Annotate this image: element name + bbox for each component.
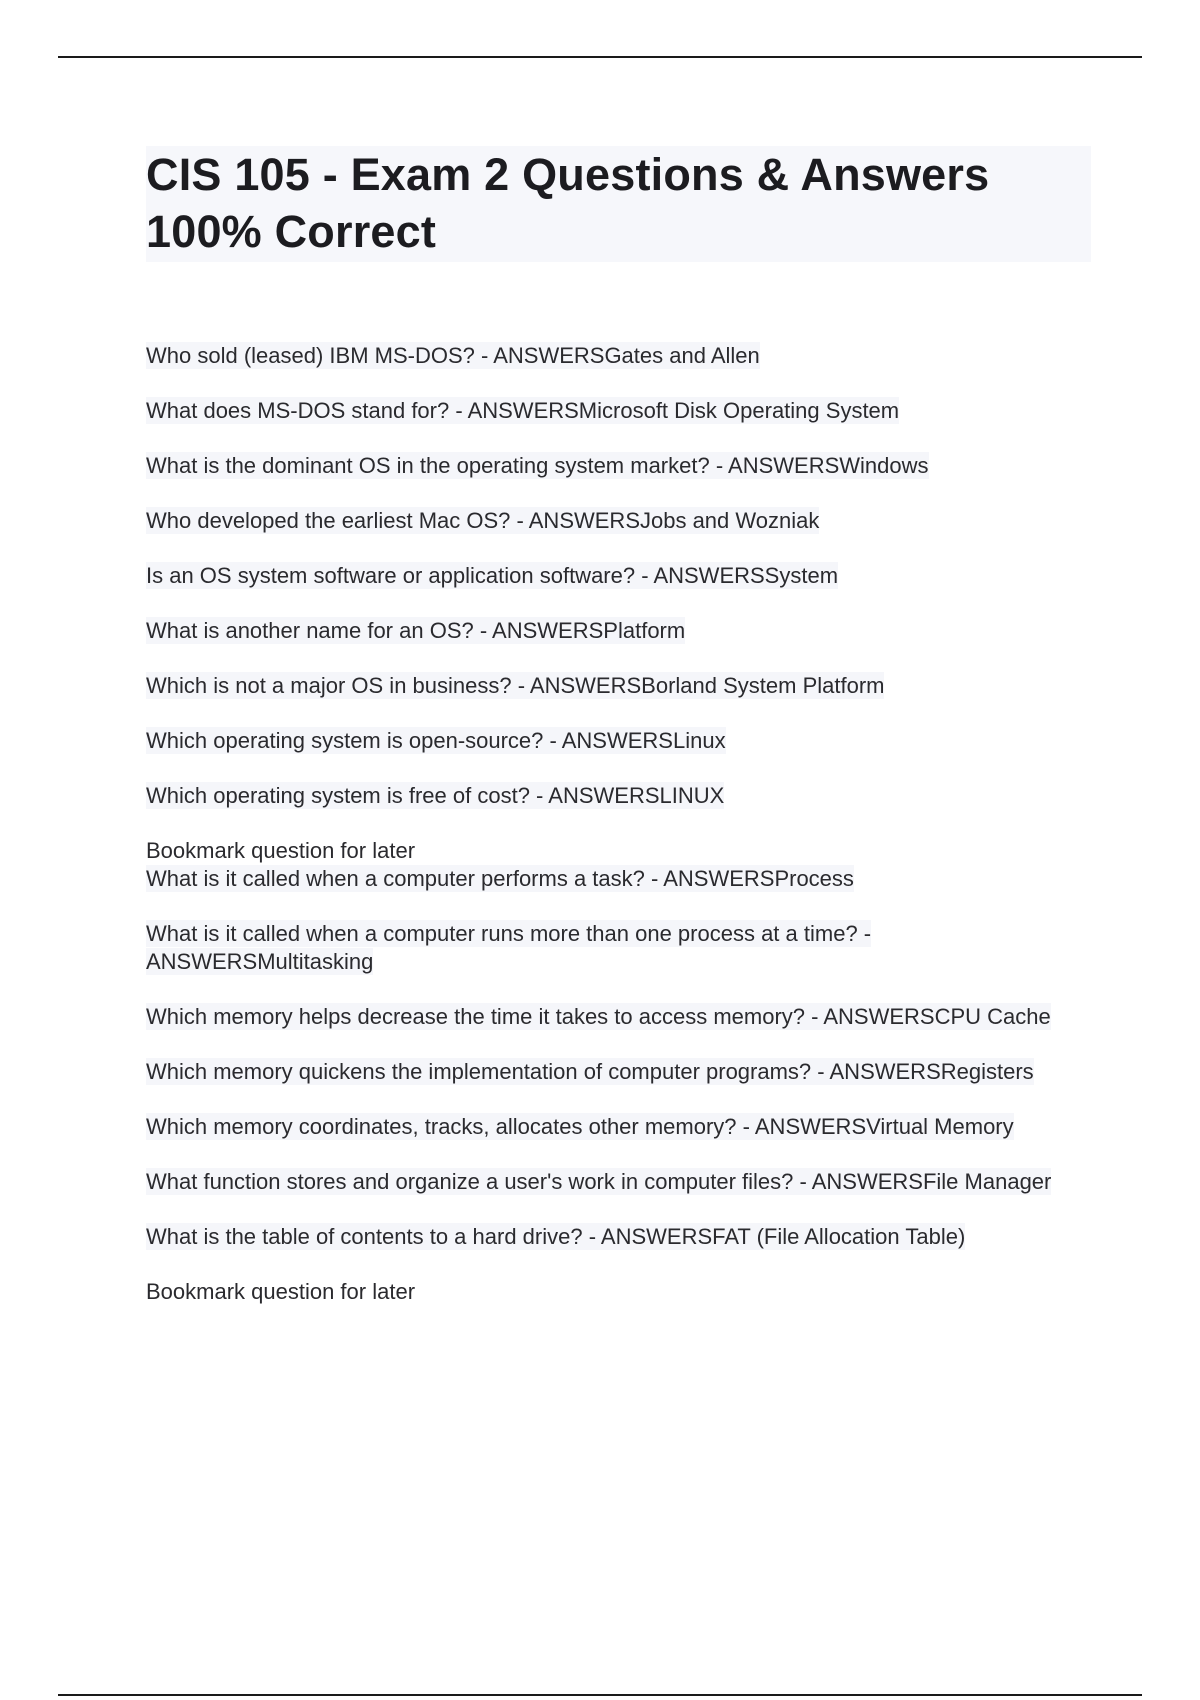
document-title: CIS 105 - Exam 2 Questions & Answers 100% Correct	[146, 149, 990, 257]
qa-list	[146, 342, 1091, 1306]
bookmark-question-link[interactable]: Bookmark question for later	[146, 1279, 416, 1304]
qa-item: Is an OS system software or application software? - ANSWERSSystem	[146, 563, 839, 588]
qa-item: What is it called when a computer performs a task? - ANSWERSProcess	[146, 866, 854, 891]
qa-item: What is another name for an OS? - ANSWERSPlatform	[146, 618, 686, 643]
qa-item: Which operating system is free of cost? - ANSWERSLINUX	[146, 783, 725, 808]
qa-item: Which memory quickens the implementation of computer programs? - ANSWERSRegisters	[146, 1059, 1034, 1084]
qa-item: What is it called when a computer runs more than one process at a time? - ANSWERSMultitasking	[146, 921, 872, 974]
title-block	[146, 146, 1091, 262]
qa-item: What is the dominant OS in the operating system market? - ANSWERSWindows	[146, 453, 929, 478]
qa-item: Which is not a major OS in business? - ANSWERSBorland System Platform	[146, 673, 885, 698]
top-divider	[58, 56, 1142, 58]
qa-item: What is the table of contents to a hard drive? - ANSWERSFAT (File Allocation Table)	[146, 1224, 966, 1249]
qa-item: What does MS-DOS stand for? - ANSWERSMicrosoft Disk Operating System	[146, 398, 900, 423]
qa-item: What function stores and organize a user's work in computer files? - ANSWERSFile Manager	[146, 1169, 1052, 1194]
document-body	[146, 146, 1091, 1306]
bookmark-question-link[interactable]: Bookmark question for later	[146, 838, 416, 863]
qa-item: Which operating system is open-source? - ANSWERSLinux	[146, 728, 726, 753]
qa-item: Who sold (leased) IBM MS-DOS? - ANSWERSGates and Allen	[146, 343, 760, 368]
bottom-divider	[58, 1694, 1142, 1696]
qa-item: Which memory helps decrease the time it takes to access memory? - ANSWERSCPU Cache	[146, 1004, 1051, 1029]
qa-item: Who developed the earliest Mac OS? - ANSWERSJobs and Wozniak	[146, 508, 820, 533]
qa-item: Which memory coordinates, tracks, allocates other memory? - ANSWERSVirtual Memory	[146, 1114, 1014, 1139]
